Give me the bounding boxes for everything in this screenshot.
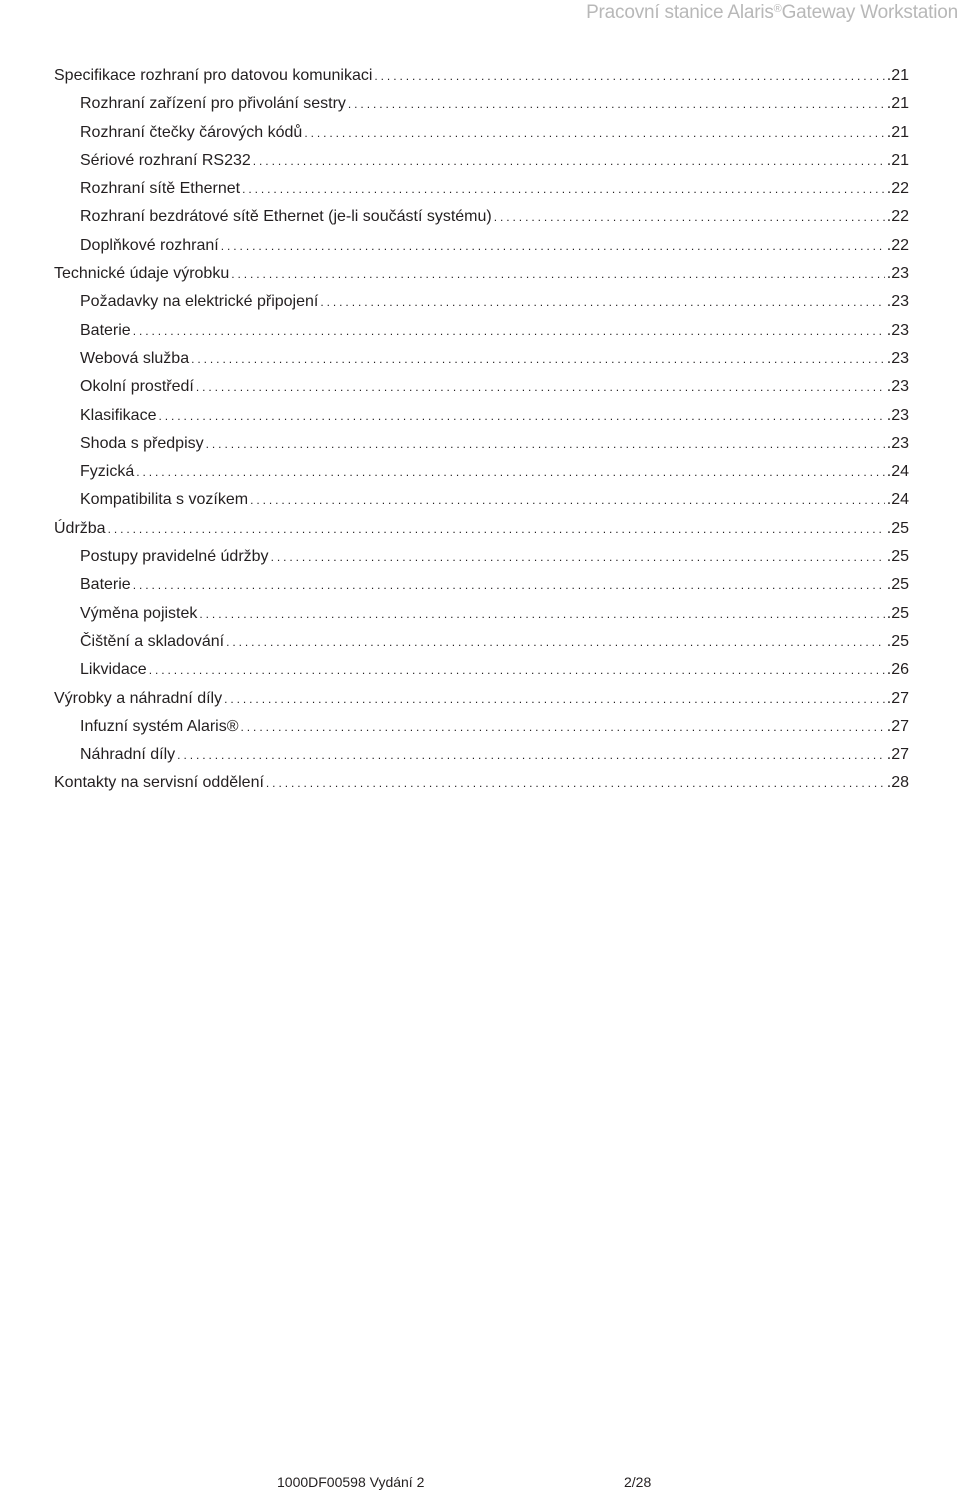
toc-entry-label[interactable]: Rozhraní zařízení pro přivolání sestry bbox=[80, 95, 346, 113]
toc-entry-page-number[interactable]: .25 bbox=[886, 519, 909, 537]
toc-entry-label[interactable]: Klasifikace bbox=[80, 406, 157, 424]
toc-entry[interactable] bbox=[54, 600, 909, 628]
toc-entry-page-number[interactable]: .22 bbox=[886, 180, 909, 198]
toc-entry[interactable] bbox=[54, 232, 909, 260]
toc-entry-label[interactable]: Baterie bbox=[80, 576, 131, 594]
toc-entry-page-number[interactable]: .25 bbox=[886, 548, 909, 566]
toc-entry[interactable] bbox=[54, 288, 909, 316]
toc-entry-label[interactable]: Shoda s předpisy bbox=[80, 434, 204, 452]
toc-entry[interactable] bbox=[54, 430, 909, 458]
toc-entry-label[interactable]: Požadavky na elektrické připojení bbox=[80, 293, 319, 311]
toc-dot-leader bbox=[348, 90, 885, 118]
running-header-title bbox=[586, 2, 958, 24]
toc-entry[interactable] bbox=[54, 260, 909, 288]
toc-entry-label[interactable]: Náhradní díly bbox=[80, 746, 176, 764]
toc-entry-page-number[interactable]: .23 bbox=[886, 265, 909, 283]
footer-page-indicator: 2/28 bbox=[624, 1474, 652, 1490]
toc-dot-leader bbox=[133, 317, 885, 345]
toc-entry-page-number[interactable]: .26 bbox=[886, 661, 909, 679]
registered-trademark-mark: ® bbox=[773, 3, 782, 15]
toc-entry[interactable] bbox=[54, 769, 909, 797]
toc-dot-leader bbox=[320, 288, 884, 316]
toc-entry-label[interactable]: Doplňkové rozhraní bbox=[80, 236, 219, 254]
toc-dot-leader bbox=[224, 685, 885, 713]
toc-entry[interactable] bbox=[54, 90, 909, 118]
toc-entry[interactable] bbox=[54, 345, 909, 373]
table-of-contents bbox=[54, 62, 909, 798]
toc-entry-page-number[interactable]: .23 bbox=[886, 406, 909, 424]
toc-entry-page-number[interactable]: .21 bbox=[886, 151, 909, 169]
toc-entry-label[interactable]: Údržba bbox=[54, 519, 106, 537]
toc-entry-label[interactable]: Rozhraní čtečky čárových kódů bbox=[80, 123, 303, 141]
toc-entry-page-number[interactable]: .27 bbox=[886, 717, 909, 735]
toc-dot-leader bbox=[199, 600, 884, 628]
toc-entry-label[interactable]: Výrobky a náhradní díly bbox=[54, 689, 223, 707]
toc-entry-label[interactable]: Sériové rozhraní RS232 bbox=[80, 151, 251, 169]
toc-dot-leader bbox=[253, 147, 885, 175]
toc-entry-label[interactable]: Výměna pojistek bbox=[80, 604, 198, 622]
toc-entry[interactable] bbox=[54, 685, 909, 713]
footer-document-id: 1000DF00598 Vydání 2 bbox=[277, 1474, 425, 1490]
toc-entry-page-number[interactable]: .28 bbox=[886, 774, 909, 792]
toc-dot-leader bbox=[108, 515, 885, 543]
toc-dot-leader bbox=[374, 62, 884, 90]
toc-entry[interactable] bbox=[54, 486, 909, 514]
page-footer bbox=[0, 1472, 960, 1492]
toc-entry[interactable] bbox=[54, 175, 909, 203]
toc-entry[interactable] bbox=[54, 543, 909, 571]
toc-entry-page-number[interactable]: .27 bbox=[886, 746, 909, 764]
toc-entry-label[interactable]: Fyzická bbox=[80, 463, 135, 481]
toc-entry[interactable] bbox=[54, 203, 909, 231]
toc-dot-leader bbox=[206, 430, 885, 458]
toc-entry-label[interactable]: Kontakty na servisní oddělení bbox=[54, 774, 264, 792]
toc-entry-page-number[interactable]: .23 bbox=[886, 321, 909, 339]
toc-dot-leader bbox=[242, 175, 885, 203]
toc-entry-page-number[interactable]: .21 bbox=[886, 123, 909, 141]
toc-dot-leader bbox=[196, 373, 885, 401]
toc-entry-label[interactable]: Rozhraní sítě Ethernet bbox=[80, 180, 241, 198]
toc-dot-leader bbox=[250, 486, 885, 514]
toc-dot-leader bbox=[136, 458, 885, 486]
header-title-prefix: Pracovní stanice Alaris bbox=[586, 2, 774, 23]
toc-dot-leader bbox=[158, 402, 884, 430]
header-title-suffix: Gateway Workstation bbox=[781, 2, 958, 23]
toc-entry[interactable] bbox=[54, 515, 909, 543]
toc-entry-label[interactable]: Rozhraní bezdrátové sítě Ethernet (je-li součástí systému) bbox=[80, 208, 492, 226]
toc-dot-leader bbox=[191, 345, 885, 373]
toc-dot-leader bbox=[241, 713, 885, 741]
toc-entry[interactable] bbox=[54, 119, 909, 147]
toc-entry-label[interactable]: Postupy pravidelné údržby bbox=[80, 548, 269, 566]
toc-entry-page-number[interactable]: .27 bbox=[886, 689, 909, 707]
toc-entry-page-number[interactable]: .25 bbox=[886, 604, 909, 622]
toc-entry-page-number[interactable]: .25 bbox=[886, 576, 909, 594]
toc-entry[interactable] bbox=[54, 571, 909, 599]
toc-entry-page-number[interactable]: .24 bbox=[886, 491, 909, 509]
toc-entry-label[interactable]: Okolní prostředí bbox=[80, 378, 194, 396]
toc-entry-label[interactable]: Webová služba bbox=[80, 349, 190, 367]
toc-entry-label[interactable]: Kompatibilita s vozíkem bbox=[80, 491, 249, 509]
toc-entry[interactable] bbox=[54, 656, 909, 684]
toc-entry-page-number[interactable]: .23 bbox=[886, 434, 909, 452]
toc-entry[interactable] bbox=[54, 402, 909, 430]
toc-entry[interactable] bbox=[54, 373, 909, 401]
toc-entry[interactable] bbox=[54, 628, 909, 656]
toc-entry-label[interactable]: Specifikace rozhraní pro datovou komunikaci bbox=[54, 67, 373, 84]
toc-entry-page-number[interactable]: .23 bbox=[886, 349, 909, 367]
toc-entry[interactable] bbox=[54, 741, 909, 769]
toc-entry[interactable] bbox=[54, 317, 909, 345]
toc-entry-page-number[interactable]: .23 bbox=[886, 378, 909, 396]
toc-dot-leader bbox=[271, 543, 885, 571]
toc-entry-page-number[interactable]: .21 bbox=[886, 95, 909, 113]
toc-dot-leader bbox=[177, 741, 885, 769]
toc-entry[interactable] bbox=[54, 62, 909, 90]
toc-dot-leader bbox=[133, 571, 885, 599]
toc-dot-leader bbox=[149, 656, 885, 684]
toc-dot-leader bbox=[266, 769, 885, 797]
toc-entry-page-number[interactable]: .22 bbox=[886, 208, 909, 226]
toc-entry-label[interactable]: Technické údaje výrobku bbox=[54, 265, 230, 283]
toc-entry-page-number[interactable]: .24 bbox=[886, 463, 909, 481]
toc-entry[interactable] bbox=[54, 713, 909, 741]
toc-dot-leader bbox=[226, 628, 885, 656]
toc-dot-leader bbox=[231, 260, 885, 288]
toc-dot-leader bbox=[494, 203, 885, 231]
toc-entry[interactable] bbox=[54, 147, 909, 175]
toc-entry-label[interactable]: Likvidace bbox=[80, 661, 147, 679]
toc-dot-leader bbox=[221, 232, 885, 260]
toc-entry-label[interactable]: Baterie bbox=[80, 321, 131, 339]
toc-entry[interactable] bbox=[54, 458, 909, 486]
toc-entry-page-number[interactable]: .23 bbox=[886, 293, 909, 311]
toc-entry-label[interactable]: Čištění a skladování bbox=[80, 632, 225, 650]
toc-entry-page-number[interactable]: .22 bbox=[886, 236, 909, 254]
toc-entry-page-number[interactable]: .21 bbox=[886, 67, 909, 84]
toc-entry-page-number[interactable]: .25 bbox=[886, 632, 909, 650]
toc-entry-label[interactable]: Infuzní systém Alaris® bbox=[80, 717, 239, 735]
toc-dot-leader bbox=[304, 119, 884, 147]
